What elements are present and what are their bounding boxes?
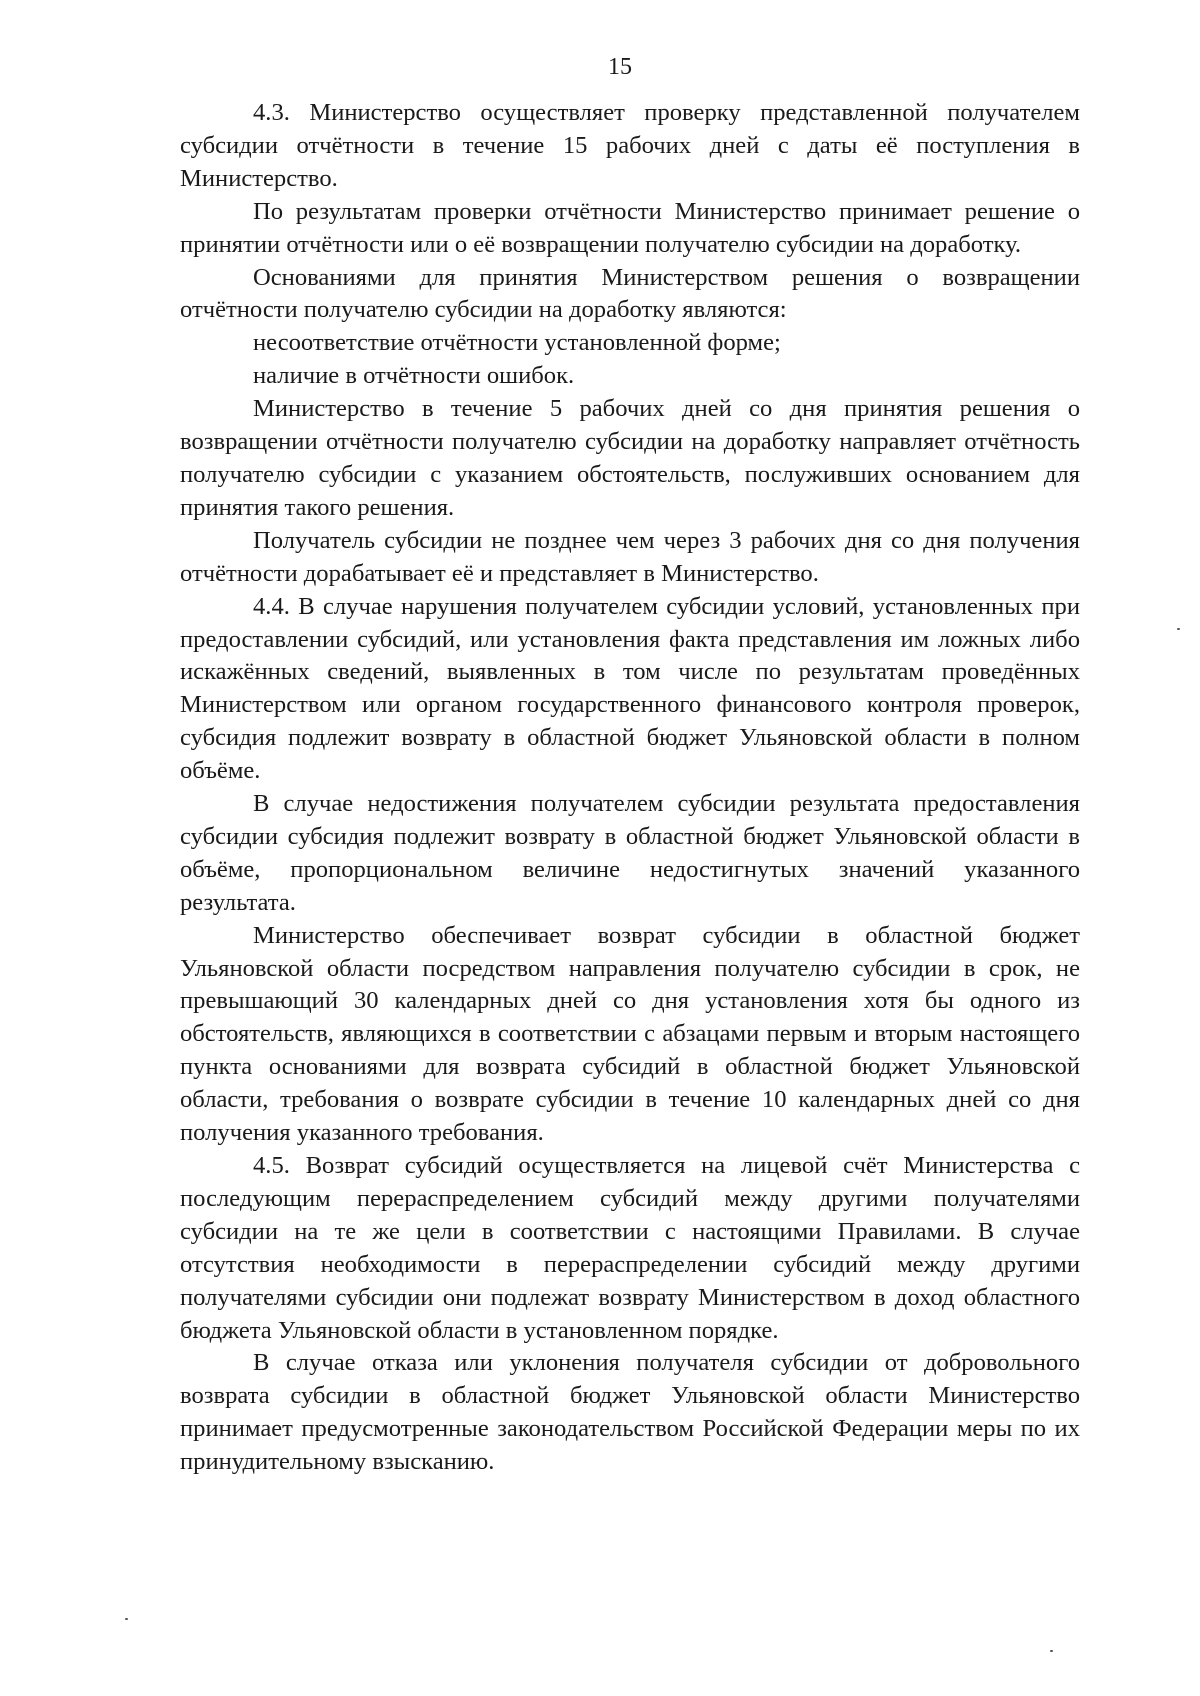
- paragraph-4-3: 4.3. Министерство осуществляет проверку представленной получателем субсидии отчётности в течение 15 рабочих дней с даты её поступления в Министерство.: [180, 99, 1080, 192]
- page-number: 15: [608, 54, 632, 80]
- document-body: [180, 97, 1080, 1479]
- paragraph-4-4: 4.4. В случае нарушения получателем субсидии условий, установленных при предоставлении субсидий, или установления факта представления им ложных либо искажённых сведений, выявленных в том числе по результатам проведённых Министерством или органом государственного финансового контроля проверок, субсидия подлежит возврату в областной бюджет Ульяновской области в полном объёме.: [180, 592, 1080, 785]
- paragraph-return-grounds: Основаниями для принятия Министерством решения о возвращении отчётности получателю субсидии на доработку являются:: [180, 263, 1080, 324]
- paragraph-enforced-collection: В случае отказа или уклонения получателя субсидии от добровольного возврата субсидии в областной бюджет Ульяновской области Министерство принимает предусмотренные законодательством Российской Федерации меры по их принудительному взысканию.: [180, 1349, 1080, 1476]
- paragraph-return-procedure: Министерство в течение 5 рабочих дней со дня принятия решения о возвращении отчётности получателю субсидии на доработку направляет отчётность получателю субсидии с указанием обстоятельств, послуживших основанием для принятия такого решения.: [180, 395, 1080, 521]
- paragraph-resubmission: Получатель субсидии не позднее чем через 3 рабочих дня со дня получения отчётности дорабатывает её и представляет в Министерство.: [180, 526, 1080, 587]
- paragraph-refund-demand: Министерство обеспечивает возврат субсидии в областной бюджет Ульяновской области посредством направления получателю субсидии в срок, не превышающий 30 календарных дней со дня установления хотя бы одного из обстоятельств, являющихся в соответствии с абзацами первым и вторым настоящего пункта основаниями для возврата субсидий в областной бюджет Ульяновской области, требования о возврате субсидии в течение 10 календарных дней со дня получения указанного требования.: [180, 921, 1080, 1147]
- list-item-errors: наличие в отчётности ошибок.: [253, 362, 575, 390]
- paragraph-result-not-achieved: В случае недостижения получателем субсидии результата предоставления субсидии субсидия подлежит возврату в областной бюджет Ульяновской области в объёме, пропорциональном величине недостигнутых значений указанного результата.: [180, 790, 1080, 916]
- scan-speck: [125, 1618, 128, 1620]
- paragraph-4-5: 4.5. Возврат субсидий осуществляется на лицевой счёт Министерства с последующим перераспределением субсидий между другими получателями субсидии на те же цели в соответствии с настоящими Правилами. В случае отсутствия необходимости в перераспределении субсидий между другими получателями субсидии они подлежат возврату Министерством в доход областного бюджета Ульяновской области в установленном порядке.: [180, 1152, 1080, 1344]
- scan-speck: [1050, 1650, 1053, 1652]
- paragraph-review-decision: По результатам проверки отчётности Министерство принимает решение о принятии отчётности или о её возвращении получателю субсидии на доработку.: [180, 197, 1080, 258]
- scan-speck: [1177, 628, 1180, 630]
- list-item-form-mismatch: несоответствие отчётности установленной форме;: [253, 329, 781, 357]
